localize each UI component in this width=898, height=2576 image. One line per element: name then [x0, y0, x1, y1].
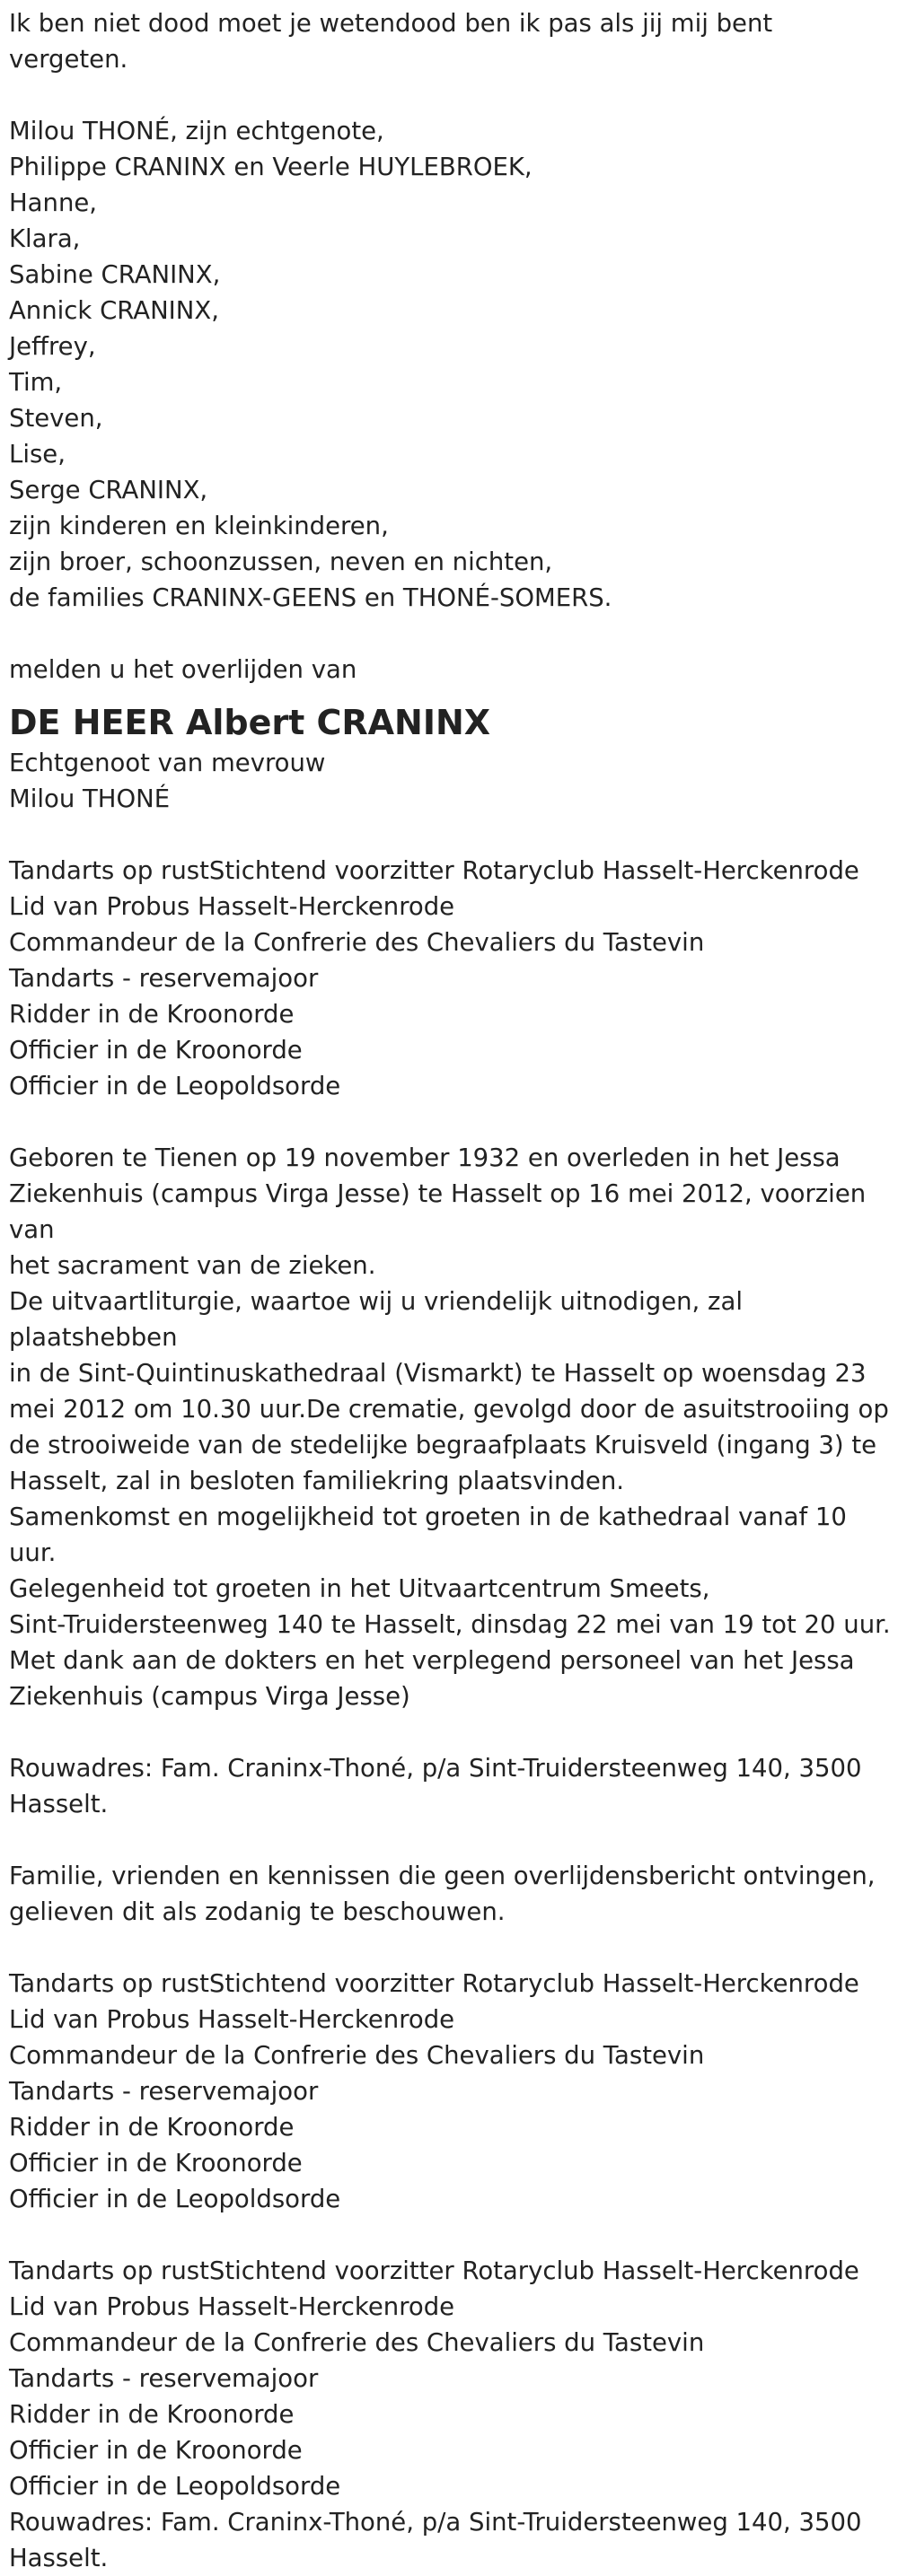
family-line: Jeffrey, — [9, 332, 96, 361]
title-line: Officier in de Leopoldsorde — [9, 1072, 341, 1100]
notice-line: Familie, vrienden en kennissen die geen overlijdensbericht ontvingen, — [9, 1862, 876, 1890]
title-line: Ridder in de Kroonorde — [9, 1000, 295, 1029]
title-line: Tandarts op rustStichtend voorzitter Rotaryclub Hasselt-Herckenrode — [9, 1969, 859, 1998]
body-line: mei 2012 om 10.30 uur.De crematie, gevolgd door de asuitstrooiing op — [9, 1395, 889, 1424]
title-line: Lid van Probus Hasselt-Herckenrode — [9, 2292, 455, 2321]
title-line: Ridder in de Kroonorde — [9, 2113, 295, 2142]
address-line: Rouwadres: Fam. Craninx-Thoné, p/a Sint-Truidersteenweg 140, 3500 — [9, 2508, 862, 2537]
title-line: Lid van Probus Hasselt-Herckenrode — [9, 892, 455, 921]
address-line: Rouwadres: Fam. Craninx-Thoné, p/a Sint-Truidersteenweg 140, 3500 — [9, 1754, 862, 1783]
body-line: Geboren te Tienen op 19 november 1932 en overleden in het Jessa — [9, 1143, 841, 1172]
body-line: Hasselt, zal in besloten familiekring plaatsvinden. — [9, 1467, 624, 1495]
notice-text — [9, 1858, 898, 1930]
family-line: zijn broer, schoonzussen, neven en nichten, — [9, 548, 553, 576]
title-line: Tandarts - reservemajoor — [9, 964, 319, 993]
title-line: Ridder in de Kroonorde — [9, 2400, 295, 2429]
titles-block-3 — [9, 2253, 898, 2504]
body-text — [9, 1140, 898, 1714]
body-line: Sint-Truidersteenweg 140 te Hasselt, dinsdag 22 mei van 19 tot 20 uur. — [9, 1610, 891, 1639]
notice-line: gelieven dit als zodanig te beschouwen. — [9, 1897, 506, 1926]
mourning-address-2 — [9, 2504, 898, 2576]
title-line: Officier in de Leopoldsorde — [9, 2472, 341, 2501]
family-line: Philippe CRANINX en Veerle HUYLEBROEK, — [9, 153, 533, 181]
title-line: Tandarts op rustStichtend voorzitter Rotaryclub Hasselt-Herckenrode — [9, 2256, 859, 2285]
title-line: Officier in de Kroonorde — [9, 1036, 303, 1065]
title-line: Lid van Probus Hasselt-Herckenrode — [9, 2005, 455, 2034]
family-line: Hanne, — [9, 188, 98, 217]
title-line: Commandeur de la Confrerie des Chevaliers du Tastevin — [9, 2328, 705, 2357]
family-line: Tim, — [9, 368, 63, 397]
title-line: Officier in de Kroonorde — [9, 2149, 303, 2177]
body-line: het sacrament van de zieken. — [9, 1251, 376, 1280]
family-line: zijn kinderen en kleinkinderen, — [9, 512, 389, 540]
mourning-address-1 — [9, 1750, 898, 1822]
title-line: Commandeur de la Confrerie des Chevaliers du Tastevin — [9, 2041, 705, 2070]
body-line: in de Sint-Quintinuskathedraal (Vismarkt) te Hasselt op woensdag 23 — [9, 1359, 867, 1388]
announcement: melden u het overlijden van — [9, 655, 357, 684]
body-line: Ziekenhuis (campus Virga Jesse) te Hasselt op 16 mei 2012, voorzien van — [9, 1179, 874, 1244]
body-line: Samenkomst en mogelijkheid tot groeten in de kathedraal vanaf 10 uur. — [9, 1503, 855, 1567]
spouse-line: Echtgenoot van mevrouw — [9, 749, 326, 777]
body-line: Gelegenheid tot groeten in het Uitvaartcentrum Smeets, — [9, 1574, 710, 1603]
title-line: Officier in de Kroonorde — [9, 2436, 303, 2465]
family-line: Milou THONÉ, zijn echtgenote, — [9, 117, 384, 145]
family-line: de families CRANINX-GEENS en THONÉ-SOMERS. — [9, 583, 612, 612]
titles-block-2 — [9, 1966, 898, 2217]
body-line: de strooiweide van de stedelijke begraafplaats Kruisveld (ingang 3) te — [9, 1431, 877, 1459]
family-line: Annick CRANINX, — [9, 296, 219, 325]
title-line: Tandarts - reservemajoor — [9, 2077, 319, 2106]
body-line: Ziekenhuis (campus Virga Jesse) — [9, 1682, 410, 1711]
title-line: Tandarts op rustStichtend voorzitter Rotaryclub Hasselt-Herckenrode — [9, 856, 859, 885]
intro-quote: Ik ben niet dood moet je wetendood ben ik pas als jij mij bent vergeten. — [9, 9, 780, 74]
family-line: Sabine CRANINX, — [9, 260, 221, 289]
spouse-name: Milou THONÉ — [9, 784, 171, 813]
family-line: Serge CRANINX, — [9, 476, 208, 504]
deceased-name: DE HEER Albert CRANINX — [9, 703, 491, 742]
family-line: Steven, — [9, 404, 103, 433]
address-line: Hasselt. — [9, 1790, 109, 1818]
titles-block-1 — [9, 853, 898, 1104]
family-line: Lise, — [9, 440, 66, 469]
family-list — [9, 113, 898, 616]
title-line: Tandarts - reservemajoor — [9, 2364, 319, 2393]
address-line: Hasselt. — [9, 2544, 109, 2572]
intro-section — [9, 0, 898, 77]
title-line: Commandeur de la Confrerie des Chevaliers du Tastevin — [9, 928, 705, 957]
title-line: Officier in de Leopoldsorde — [9, 2185, 341, 2213]
body-line: De uitvaartliturgie, waartoe wij u vriendelijk uitnodigen, zal plaatshebben — [9, 1287, 751, 1352]
family-line: Klara, — [9, 224, 81, 253]
body-line: Met dank aan de dokters en het verplegend personeel van het Jessa — [9, 1646, 855, 1675]
